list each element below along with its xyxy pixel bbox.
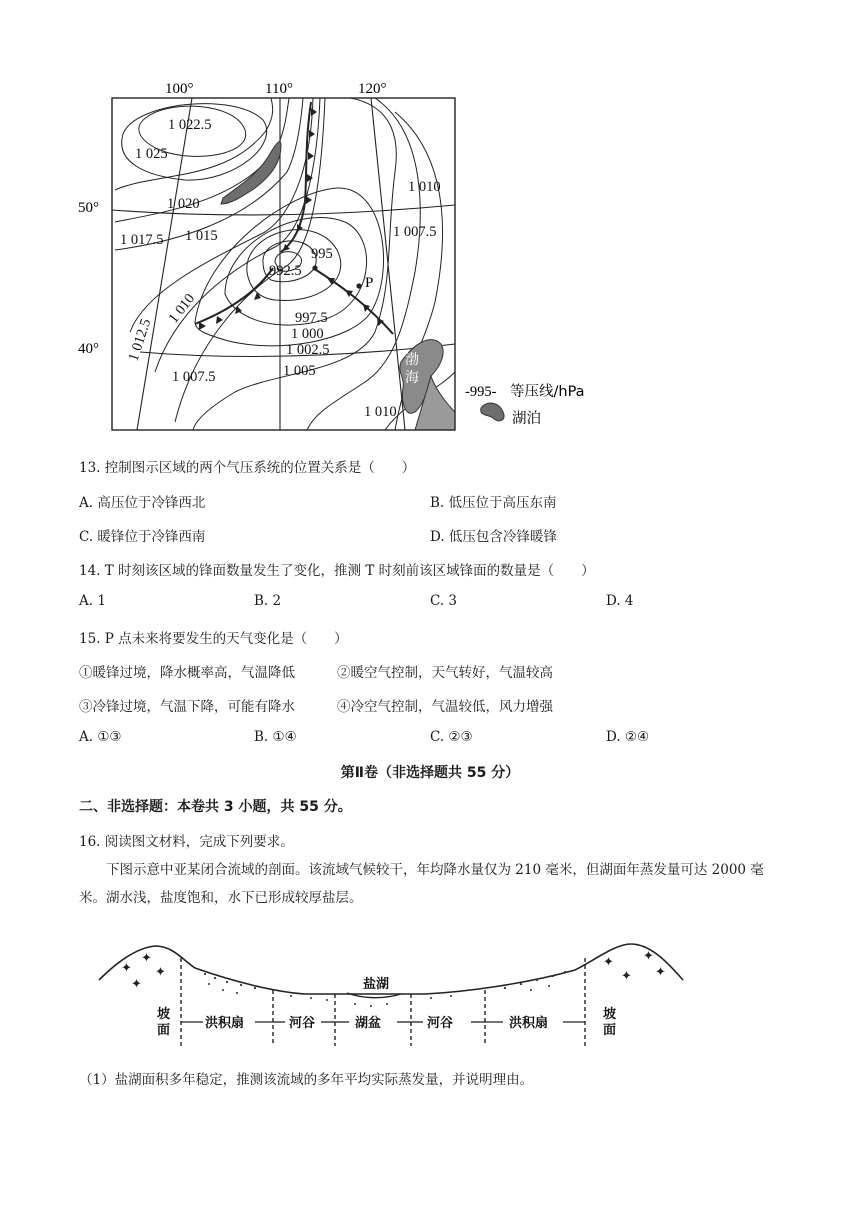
- q15-option-a[interactable]: A. ①③: [79, 729, 122, 745]
- q13-option-d[interactable]: D. 低压包含冷锋暖锋: [430, 529, 557, 545]
- lon-label-120: 120°: [358, 81, 387, 97]
- isobar-label: 992.5: [269, 263, 302, 279]
- isobar-label: 1 002.5: [286, 342, 330, 358]
- label-fan-left: 洪积扇: [205, 1015, 245, 1030]
- bohai-label-2: 海: [405, 370, 419, 386]
- svg-text:✦: ✦: [621, 968, 632, 983]
- svg-text:✦: ✦: [603, 954, 614, 969]
- svg-text:✦: ✦: [643, 948, 654, 963]
- q15-statement-4: ④冷空气控制，气温较低，风力增强: [337, 699, 553, 715]
- low-center-dot: [312, 265, 317, 270]
- q15-option-d[interactable]: D. ②④: [606, 729, 650, 745]
- svg-text:✦: ✦: [131, 976, 142, 991]
- label-fan-right: 洪积扇: [509, 1015, 549, 1030]
- label-slope-right-2: 面: [603, 1022, 617, 1037]
- q15-statement-3: ③冷锋过境，气温下降，可能有降水: [79, 699, 295, 715]
- isobar-label: 1 015: [185, 228, 218, 244]
- label-slope-left-2: 面: [157, 1022, 171, 1037]
- isobar-label: 1 010: [364, 404, 397, 420]
- map-legend: [465, 383, 585, 427]
- label-salt-flat: 湖盆: [355, 1015, 382, 1030]
- lon-label-110: 110°: [265, 81, 293, 97]
- q15-option-b[interactable]: B. ①④: [254, 729, 297, 745]
- label-slope-right-1: 坡: [603, 1006, 617, 1021]
- isobar-label: 1 007.5: [393, 224, 437, 240]
- isobar-label: 1 012.5: [125, 316, 155, 364]
- q14-option-b[interactable]: B. 2: [254, 593, 282, 609]
- legend-lake-text: 湖泊: [512, 411, 541, 427]
- svg-text:✦: ✦: [121, 960, 132, 975]
- isobar-label: 1 000: [291, 326, 324, 342]
- isobar-label: 995: [311, 246, 333, 262]
- q15-statement-2: ②暖空气控制，天气转好，气温较高: [337, 665, 553, 681]
- q14-option-a[interactable]: A. 1: [79, 593, 106, 609]
- isobar-label: 997.5: [295, 310, 328, 326]
- isobar-label: 1 007.5: [172, 369, 216, 385]
- lat-label-40: 40°: [78, 341, 99, 357]
- rock-crosses: [121, 948, 666, 991]
- q13-option-b[interactable]: B. 低压位于高压东南: [430, 495, 557, 511]
- isobar-label: 1 022.5: [168, 117, 212, 133]
- isobar-label: 1 005: [283, 363, 316, 379]
- q13-option-c[interactable]: C. 暖锋位于冷锋西南: [79, 529, 206, 545]
- question-14-stem: 14. T 时刻该区域的锋面数量发生了变化，推测 T 时刻前该区域锋面的数量是（ ）: [79, 563, 595, 579]
- legend-isobar-text: 等压线/hPa: [510, 384, 585, 400]
- isobar-label: 1 010: [165, 290, 199, 327]
- part-2-title: 第Ⅱ卷（非选择题共 55 分）: [340, 765, 520, 781]
- question-16-material: 下图示意中亚某闭合流域的剖面。该流域气候较干，年均降水量仅为 210 毫米，但湖面年蒸发量可达 2000 毫米。湖水浅，盐度饱和，水下已形成较厚盐层。: [79, 862, 764, 906]
- lat-label-50: 50°: [78, 200, 99, 216]
- svg-text:✦: ✦: [155, 964, 166, 979]
- isobar-label: 1 017.5: [120, 232, 164, 248]
- isobar-label: 1 025: [135, 146, 168, 162]
- point-p-label: P: [365, 275, 374, 291]
- question-16-sub-1: （1）盐湖面积多年稳定，推测该流域的多年平均实际蒸发量，并说明理由。: [79, 1072, 534, 1088]
- section-heading: 二、非选择题：本卷共 3 小题，共 55 分。: [79, 799, 352, 815]
- point-p-dot: [356, 283, 361, 288]
- q14-option-d[interactable]: D. 4: [606, 593, 634, 609]
- q13-option-a[interactable]: A. 高压位于冷锋西北: [79, 495, 206, 511]
- q15-option-c[interactable]: C. ②③: [430, 729, 473, 745]
- ground-surface: [99, 944, 683, 994]
- label-slope-left-1: 坡: [157, 1006, 171, 1021]
- bohai-label-1: 渤: [405, 352, 419, 368]
- q15-statement-1: ①暖锋过境，降水概率高，气温降低: [79, 665, 295, 681]
- q14-option-c[interactable]: C. 3: [430, 593, 458, 609]
- svg-text:✦: ✦: [655, 964, 666, 979]
- label-salt-lake: 盐湖: [363, 976, 390, 991]
- label-valley-right: 河谷: [427, 1015, 454, 1030]
- svg-text:✦: ✦: [141, 950, 152, 965]
- question-16-stem: 16. 阅读图文材料，完成下列要求。: [79, 834, 294, 850]
- basin-profile-diagram: [95, 938, 687, 1048]
- isobar-label: 1 010: [408, 179, 441, 195]
- question-15-stem: 15. P 点未来将要发生的天气变化是（ ）: [79, 631, 348, 647]
- label-valley-left: 河谷: [289, 1015, 316, 1030]
- lon-label-100: 100°: [165, 81, 194, 97]
- weather-map: [75, 72, 635, 434]
- isobar-label: 1 020: [167, 196, 200, 212]
- legend-isobar-sample: -995-: [465, 384, 497, 400]
- legend-lake-swatch: [481, 403, 504, 421]
- question-13-stem: 13. 控制图示区域的两个气压系统的位置关系是（ ）: [79, 460, 416, 476]
- zone-dividers: [181, 958, 585, 1046]
